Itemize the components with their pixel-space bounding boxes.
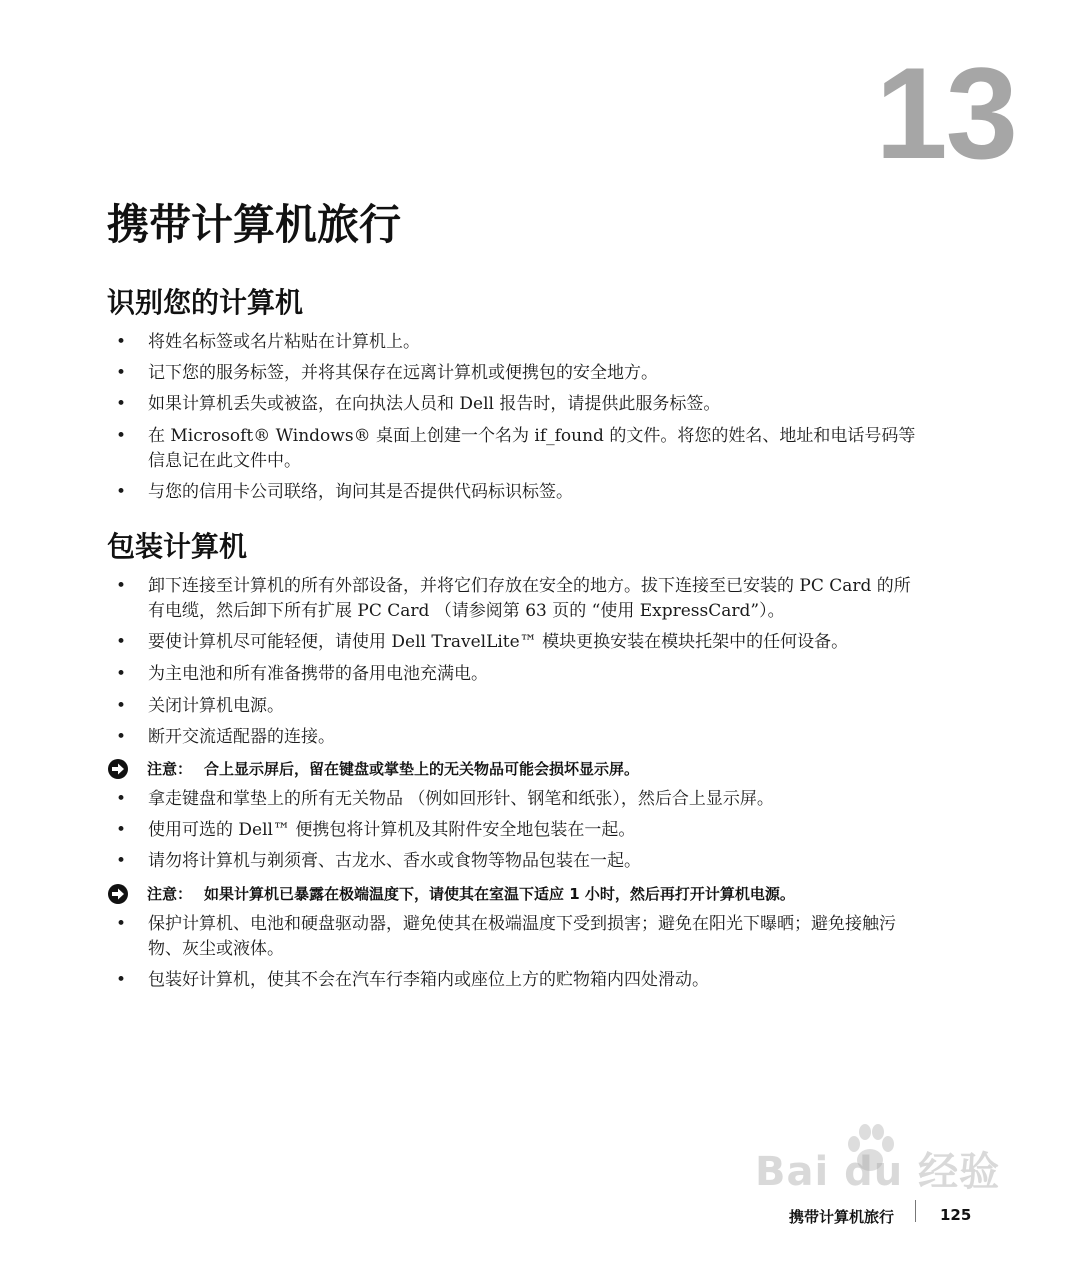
list-item [116,392,916,417]
list-item-text: 使用可选的 Dell™ 便携包将计算机及其附件安全地包装在一起。 [148,820,636,840]
list-item-text: 记下您的服务标签，并将其保存在远离计算机或便携包的安全地方。 [148,363,658,383]
list-item-text: 在 Microsoft® Windows® 桌面上创建一个名为 if_found 的文件。将您的姓名、地址和电话号码等信息记在此文件中。 [148,426,916,471]
section-title-identify: 识别您的计算机 [107,286,304,319]
bullet-icon: • [116,576,127,596]
notice-label: 注意： [147,885,193,903]
list-item [116,787,916,812]
bullet-icon: • [116,394,127,414]
chapter-title: 携带计算机旅行 [107,200,402,249]
list-item-text: 与您的信用卡公司联络，询问其是否提供代码标识标签。 [148,482,573,502]
section-title-pack: 包装计算机 [107,530,248,563]
footer-chapter-title: 携带计算机旅行 [788,1208,894,1226]
page-footer [0,1200,1066,1230]
list-item [116,725,916,750]
bullet-icon: • [116,482,127,502]
watermark-text: Bai du 经验 [755,1149,1001,1195]
watermark [755,1120,1005,1200]
list-item [116,361,916,386]
list-item-text: 拿走键盘和掌垫上的所有无关物品 （例如回形针、钢笔和纸张），然后合上显示屏。 [148,789,774,809]
bullet-icon: • [116,664,127,684]
list-item [116,330,916,355]
list-item [116,424,916,474]
list-item [116,818,916,843]
list-item [116,480,916,505]
list-item [116,912,916,962]
list-item-text: 如果计算机丢失或被盗，在向执法人员和 Dell 报告时，请提供此服务标签。 [148,394,721,414]
bullet-icon: • [116,696,127,716]
list-item-text: 请勿将计算机与剃须膏、古龙水、香水或食物等物品包装在一起。 [148,851,641,871]
bullet-icon: • [116,332,127,352]
notice-text: 如果计算机已暴露在极端温度下，请使其在室温下适应 1 小时，然后再打开计算机电源。 [204,885,795,903]
list-item-text: 保护计算机、电池和硬盘驱动器，避免使其在极端温度下受到损害；避免在阳光下曝晒；避免接触污物、灰尘或液体。 [148,914,896,959]
bullet-icon: • [116,632,127,652]
bullet-icon: • [116,820,127,840]
list-item [116,662,916,687]
notice-arrow-icon [107,758,129,780]
bullet-icon: • [116,426,127,446]
list-item-text: 包装好计算机，使其不会在汽车行李箱内或座位上方的贮物箱内四处滑动。 [148,970,709,990]
notice [107,756,927,782]
list-item [116,574,916,624]
footer-divider [915,1200,916,1222]
list-item-text: 断开交流适配器的连接。 [148,727,335,747]
list-item-text: 卸下连接至计算机的所有外部设备，并将它们存放在安全的地方。拔下连接至已安装的 PC Card 的所有电缆，然后卸下所有扩展 PC Card （请参阅第 63 页的 “使用 ExpressCard”）。 [148,576,911,621]
chapter-number: 13 [875,40,1016,186]
bullet-icon: • [116,789,127,809]
list-item-text: 要使计算机尽可能轻便，请使用 Dell TravelLite™ 模块更换安装在模块托架中的任何设备。 [148,632,849,652]
notice-arrow-icon [107,883,129,905]
list-item-text: 为主电池和所有准备携带的备用电池充满电。 [148,664,488,684]
notice-label: 注意： [147,760,193,778]
bullet-icon: • [116,363,127,383]
list-item [116,849,916,874]
page-number: 125 [940,1206,972,1224]
bullet-icon: • [116,727,127,747]
bullet-icon: • [116,851,127,871]
notice [107,881,927,907]
bullet-icon: • [116,914,127,934]
list-item-text: 将姓名标签或名片粘贴在计算机上。 [148,332,420,352]
list-item [116,694,916,719]
bullet-icon: • [116,970,127,990]
list-item [116,968,916,993]
list-item [116,630,916,655]
notice-text: 合上显示屏后，留在键盘或掌垫上的无关物品可能会损坏显示屏。 [204,760,640,778]
list-item-text: 关闭计算机电源。 [148,696,284,716]
